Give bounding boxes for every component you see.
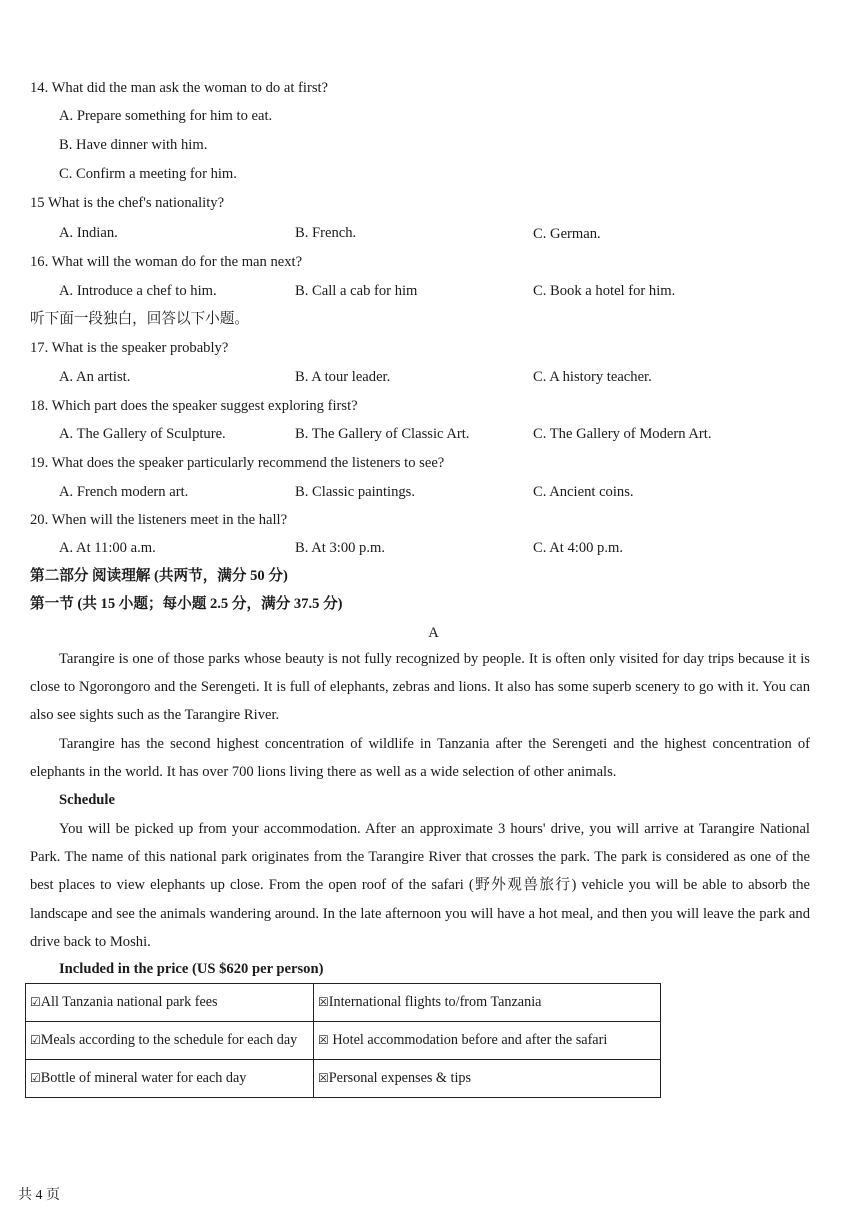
question-17-option-c: C. A history teacher. — [533, 369, 652, 385]
section1-title: 第一节 (共 15 小题；每小题 2.5 分，满分 37.5 分) — [30, 596, 343, 612]
passage-paragraph-2: Tarangire has the second highest concentration of wildlife in Tanzania after the Serengeti and the highest concentration of elephants in the world. It has over 700 lions living there as well as a wide selection of other animals. — [30, 736, 810, 781]
monologue-instruction: 听下面一段独白，回答以下小题。 — [30, 311, 249, 327]
passage-paragraph-1: Tarangire is one of those parks whose beauty is not fully recognized by people. It is often only visited for day trips because it is close to Ngorongoro and the Serengeti. It is full of elephants, zebras and lions. It also has some superb scenery to go with it. You can also see sights such as the Tarangire River. — [30, 651, 810, 724]
question-19-option-a: A. French modern art. — [59, 484, 189, 500]
price-heading: Included in the price (US $620 per person) — [59, 961, 324, 977]
crossed-box-icon: ☒ — [318, 995, 329, 1009]
question-18-stem: 18. Which part does the speaker suggest exploring first? — [30, 398, 358, 414]
question-20-stem: 20. When will the listeners meet in the hall? — [30, 512, 288, 528]
excluded-item: ☒ Hotel accommodation before and after the safari — [314, 1022, 661, 1060]
price-table — [25, 983, 661, 1098]
table-row — [26, 1022, 661, 1060]
question-14-stem: 14. What did the man ask the woman to do at first? — [30, 80, 329, 96]
question-15-option-b: B. French. — [295, 225, 357, 241]
checked-box-icon: ☑ — [30, 1033, 41, 1047]
question-19-option-b: B. Classic paintings. — [295, 484, 415, 500]
question-15-option-c: C. German. — [533, 226, 601, 242]
passage-label: A — [428, 625, 439, 641]
question-18-option-a: A. The Gallery of Sculpture. — [59, 426, 226, 442]
schedule-heading: Schedule — [59, 792, 115, 808]
question-15-option-a: A. Indian. — [59, 225, 118, 241]
page-footer: 共 4 页 — [18, 1188, 60, 1203]
question-19-stem: 19. What does the speaker particularly recommend the listeners to see? — [30, 455, 445, 471]
question-16-option-a: A. Introduce a chef to him. — [59, 283, 217, 299]
crossed-box-icon: ☒ — [318, 1071, 329, 1085]
question-16-stem: 16. What will the woman do for the man next? — [30, 254, 303, 270]
checked-box-icon: ☑ — [30, 1071, 41, 1085]
question-16-option-b: B. Call a cab for him — [295, 283, 418, 299]
question-17-stem: 17. What is the speaker probably? — [30, 340, 229, 356]
checked-box-icon: ☑ — [30, 995, 41, 1009]
question-20-option-a: A. At 11:00 a.m. — [59, 540, 156, 556]
part2-title: 第二部分 阅读理解 (共两节，满分 50 分) — [30, 568, 288, 584]
question-20-option-b: B. At 3:00 p.m. — [295, 540, 386, 556]
excluded-item: ☒International flights to/from Tanzania — [314, 984, 661, 1022]
excluded-item: ☒Personal expenses & tips — [314, 1060, 661, 1098]
question-20-option-c: C. At 4:00 p.m. — [533, 540, 624, 556]
question-17-option-b: B. A tour leader. — [295, 369, 391, 385]
included-item: ☑Meals according to the schedule for each day — [26, 1022, 314, 1060]
question-18-option-b: B. The Gallery of Classic Art. — [295, 426, 470, 442]
included-item: ☑Bottle of mineral water for each day — [26, 1060, 314, 1098]
question-15-stem: 15 What is the chef's nationality? — [30, 195, 225, 211]
table-row — [26, 1060, 661, 1098]
table-row — [26, 984, 661, 1022]
question-16-option-c: C. Book a hotel for him. — [533, 283, 676, 299]
included-item: ☑All Tanzania national park fees — [26, 984, 314, 1022]
question-18-option-c: C. The Gallery of Modern Art. — [533, 426, 712, 442]
crossed-box-icon: ☒ — [318, 1033, 329, 1047]
question-14-option-a: A. Prepare something for him to eat. — [59, 108, 273, 124]
question-17-option-a: A. An artist. — [59, 369, 131, 385]
question-19-option-c: C. Ancient coins. — [533, 484, 634, 500]
question-14-option-b: B. Have dinner with him. — [59, 137, 208, 153]
passage-paragraph-3: You will be picked up from your accommodation. After an approximate 3 hours' drive, you will arrive at Tarangire National Park. The name of this national park originates from the Tarangire River that crosses the park. The park is considered as one of the best places to view elephants up close. From the open roof of the safari (野外观兽旅行) vehicle you will be able to absorb the landscape and see the animals wandering around. In the late afternoon you will have a hot meal, and then you will leave the park and drive back to Moshi. — [30, 821, 810, 950]
question-14-option-c: C. Confirm a meeting for him. — [59, 166, 237, 182]
